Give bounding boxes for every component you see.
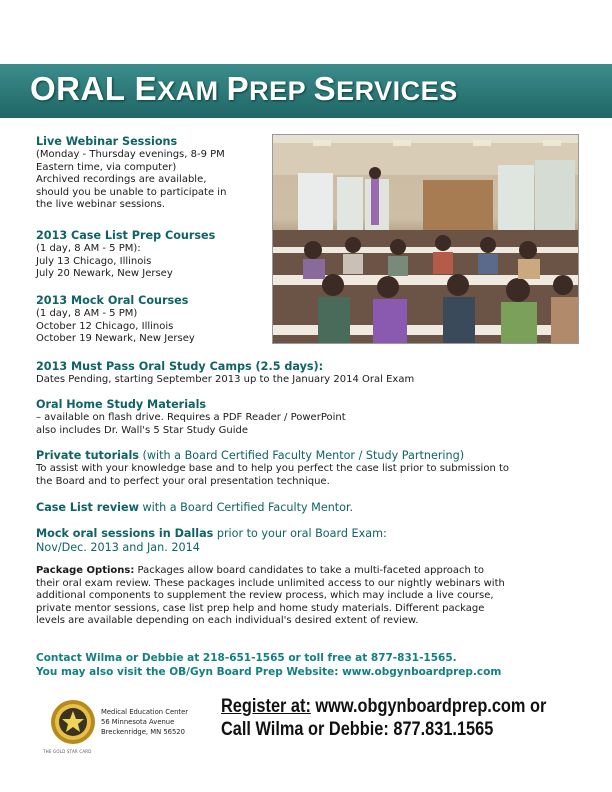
dallas-title-rest: prior to your oral Board Exam: — [213, 527, 387, 540]
packages-line: Package Options: Packages allow board candidates to take a multi-faceted approach to — [36, 565, 485, 576]
page-title: ORAL EXAM PREP SERVICES — [30, 70, 458, 107]
tutorials-line: the Board and to perfect your oral presentation technique. — [36, 475, 330, 487]
dallas-title: Mock oral sessions in Dallas — [36, 527, 214, 540]
webinar-line: Archived recordings are available, — [36, 174, 207, 186]
case-list-line: (1 day, 8 AM - 5 PM): — [36, 243, 141, 254]
tutorials-title: Private tutorials — [36, 449, 139, 462]
tutorials-line: To assist with your knowledge base and to help you perfect the case list prior to submission to — [36, 463, 510, 474]
address-line: Medical Education Center — [101, 708, 189, 716]
webinar-title: Live Webinar Sessions — [36, 135, 178, 148]
header-banner — [0, 64, 612, 118]
tutorials-heading — [36, 449, 581, 463]
study-camps-section — [36, 360, 414, 387]
mock-oral-section — [36, 294, 195, 346]
classroom-illustration — [273, 135, 578, 343]
packages-line: private mentor sessions, case list prep help and home study materials. Different package — [36, 602, 485, 614]
packages-line: additional components to supplement the review process, which may include a live course, — [36, 590, 494, 602]
home-study-section — [36, 398, 346, 437]
mock-oral-line: October 12 Chicago, Illinois — [36, 320, 174, 332]
study-camps-line: Dates Pending, starting September 2013 up to the January 2014 Oral Exam — [36, 374, 415, 385]
packages-line: levels are available depending on each individual's desired extent of review. — [36, 615, 419, 627]
dallas-heading — [36, 527, 387, 541]
case-review-title: Case List review — [36, 501, 139, 514]
mock-oral-line: (1 day, 8 AM - 5 PM) — [36, 308, 138, 319]
seal-caption: THE GOLD STAR CARD — [43, 749, 92, 754]
case-list-section — [36, 229, 215, 281]
case-review-section — [36, 501, 353, 515]
case-list-title: 2013 Case List Prep Courses — [36, 229, 216, 242]
packages-line: their oral exam review. These packages include unlimited access to our nightly webinars with — [36, 577, 505, 589]
tutorials-section — [36, 449, 581, 488]
address-block — [101, 707, 188, 737]
home-study-line: – available on flash drive. Requires a PDF Reader / PowerPoint — [36, 412, 346, 423]
case-review-title-rest: with a Board Certified Faculty Mentor. — [138, 501, 354, 514]
address-line: 56 Minnesota Avenue — [101, 718, 175, 726]
address-line: Breckenridge, MN 56520 — [101, 728, 185, 736]
dallas-section — [36, 527, 387, 555]
webinar-line: (Monday - Thursday evenings, 8-9 PM — [36, 149, 225, 160]
tutorials-title-rest: (with a Board Certified Faculty Mentor / Study Partnering) — [138, 449, 465, 462]
register-label: Register at: — [221, 696, 311, 717]
packages-label: Package Options: — [36, 565, 135, 576]
packages-section — [36, 565, 581, 628]
contact-website-link[interactable]: You may also visit the OB/Gyn Board Prep Website: www.obgynboardprep.com — [36, 666, 502, 678]
home-study-line: also includes Dr. Wall's 5 Star Study Guide — [36, 424, 248, 436]
mock-oral-title: 2013 Mock Oral Courses — [36, 294, 189, 307]
contact-block — [36, 651, 596, 679]
classroom-photo — [272, 134, 579, 344]
register-line[interactable] — [221, 695, 546, 718]
mock-oral-line: October 19 Newark, New Jersey — [36, 333, 195, 345]
case-list-line: July 20 Newark, New Jersey — [36, 268, 173, 280]
webinar-line: Eastern time, via computer) — [36, 161, 177, 173]
call-line: Call Wilma or Debbie: 877.831.1565 — [221, 719, 494, 740]
webinar-line: should you be unable to participate in — [36, 186, 227, 198]
study-camps-title: 2013 Must Pass Oral Study Camps (2.5 days): — [36, 360, 324, 373]
register-block — [221, 695, 546, 741]
register-url[interactable]: www.obgynboardprep.com or — [310, 696, 547, 717]
case-list-line: July 13 Chicago, Illinois — [36, 255, 152, 267]
home-study-title: Oral Home Study Materials — [36, 398, 207, 411]
contact-line: Contact Wilma or Debbie at 218-651-1565 or toll free at 877-831-1565. — [36, 652, 457, 664]
case-review-heading — [36, 501, 353, 515]
dallas-dates: Nov/Dec. 2013 and Jan. 2014 — [36, 541, 200, 554]
webinar-line: the live webinar sessions. — [36, 199, 166, 211]
gold-star-seal-icon — [50, 699, 96, 745]
webinar-section — [36, 135, 226, 212]
